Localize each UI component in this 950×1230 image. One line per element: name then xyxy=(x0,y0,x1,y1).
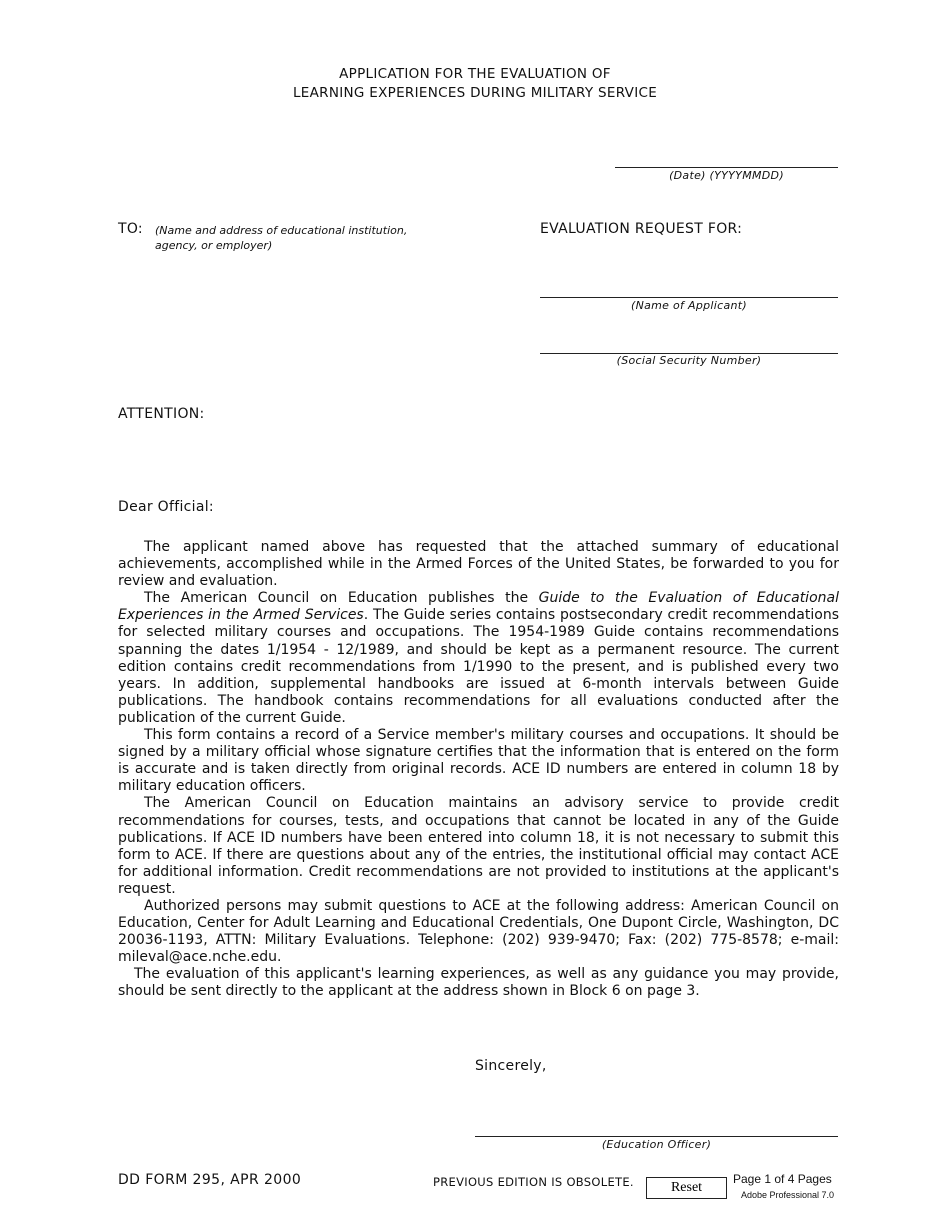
page-number: Page 1 of 4 Pages xyxy=(733,1172,832,1186)
letter-text: . The Guide series contains postsecondary credit recommendations for selected military courses and occupations. The 1954-1989 Guide contains recommendations spanning the dates 1/1954 - 12/1989, and should be kept as a permanent resource. The current edition contains credit recommendations from 1/1990 to the present, and is published every two years. In addition, supplemental handbooks are issued at 6-month intervals between Guide publications. The handbook contains recommendations for all evaluations conducted after the publication of the current Guide. xyxy=(118,607,839,726)
evaluation-request-label: EVALUATION REQUEST FOR: xyxy=(540,221,743,237)
date-caption: (Date) (YYYYMMDD) xyxy=(669,169,784,182)
attention-input[interactable] xyxy=(215,404,519,426)
form-title-line1: APPLICATION FOR THE EVALUATION OF xyxy=(339,66,611,82)
letter-body xyxy=(118,539,839,1001)
letter-text: The American Council on Education publishes the xyxy=(144,590,539,607)
ssn-input[interactable] xyxy=(540,331,842,353)
letter-paragraph: The applicant named above has requested that the attached summary of educational achievements, accomplished while in the Armed Forces of the United States, be forwarded to you for review and evaluation. xyxy=(118,539,839,590)
letter-paragraph: The American Council on Education maintains an advisory service to provide credit recommendations for courses, tests, and occupations that cannot be located in any of the Guide publications. If ACE ID numbers have been entered into column 18, it is not necessary to submit this form to ACE. If there are questions about any of the entries, the institutional official may contact ACE for additional information. Credit recommendations are not provided to institutions at the applicant's request. xyxy=(118,795,839,897)
software-version: Adobe Professional 7.0 xyxy=(741,1190,835,1200)
ssn-caption: (Social Security Number) xyxy=(616,354,762,367)
obsolete-notice: PREVIOUS EDITION IS OBSOLETE. xyxy=(433,1175,634,1189)
closing-sincerely: Sincerely, xyxy=(475,1058,547,1074)
letter-paragraph: Authorized persons may submit questions to ACE at the following address: American Council on Education, Center for Adult Learning and Educational Credentials, One Dupont Circle, Washington, DC 20036-1193, ATTN: Military Evaluations. Telephone: (202) 939-9470; Fax: (202) 775-8578; e-mail: mileval@ace.nche.edu. xyxy=(118,897,839,966)
date-input[interactable] xyxy=(615,145,842,167)
education-officer-underline xyxy=(475,1136,838,1137)
letter-paragraph: This form contains a record of a Service member's military courses and occupations. It should be signed by a military official whose signature certifies that the information that is entered on the form is accurate and is taken directly from original records. ACE ID numbers are entered in column 18 by military education officers. xyxy=(118,727,839,795)
form-title xyxy=(0,65,950,103)
applicant-name-underline xyxy=(540,297,838,298)
form-title-line2: LEARNING EXPERIENCES DURING MILITARY SERVICE xyxy=(292,85,658,101)
letter-paragraph xyxy=(118,590,839,727)
applicant-name-input[interactable] xyxy=(540,275,842,297)
applicant-name-caption: (Name of Applicant) xyxy=(630,299,747,312)
to-caption xyxy=(155,223,455,253)
to-address-input[interactable] xyxy=(118,258,512,392)
form-number: DD FORM 295, APR 2000 xyxy=(118,1172,302,1188)
attention-label: ATTENTION: xyxy=(118,406,205,422)
to-caption-line1: (Name and address of educational institution, xyxy=(155,224,408,237)
to-caption-line2: agency, or employer) xyxy=(155,239,273,252)
to-label: TO: xyxy=(118,221,143,237)
salutation: Dear Official: xyxy=(118,499,214,515)
guide-title: Guide to the Evaluation of Educational Experiences in the Armed Services xyxy=(118,590,839,624)
reset-button[interactable]: Reset xyxy=(646,1177,727,1199)
letter-paragraph: The evaluation of this applicant's learning experiences, as well as any guidance you may provide, should be sent directly to the applicant at the address shown in Block 6 on page 3. xyxy=(118,966,839,1000)
education-officer-caption: (Education Officer) xyxy=(601,1138,712,1151)
education-officer-input[interactable] xyxy=(475,1112,842,1134)
date-underline xyxy=(615,167,838,168)
